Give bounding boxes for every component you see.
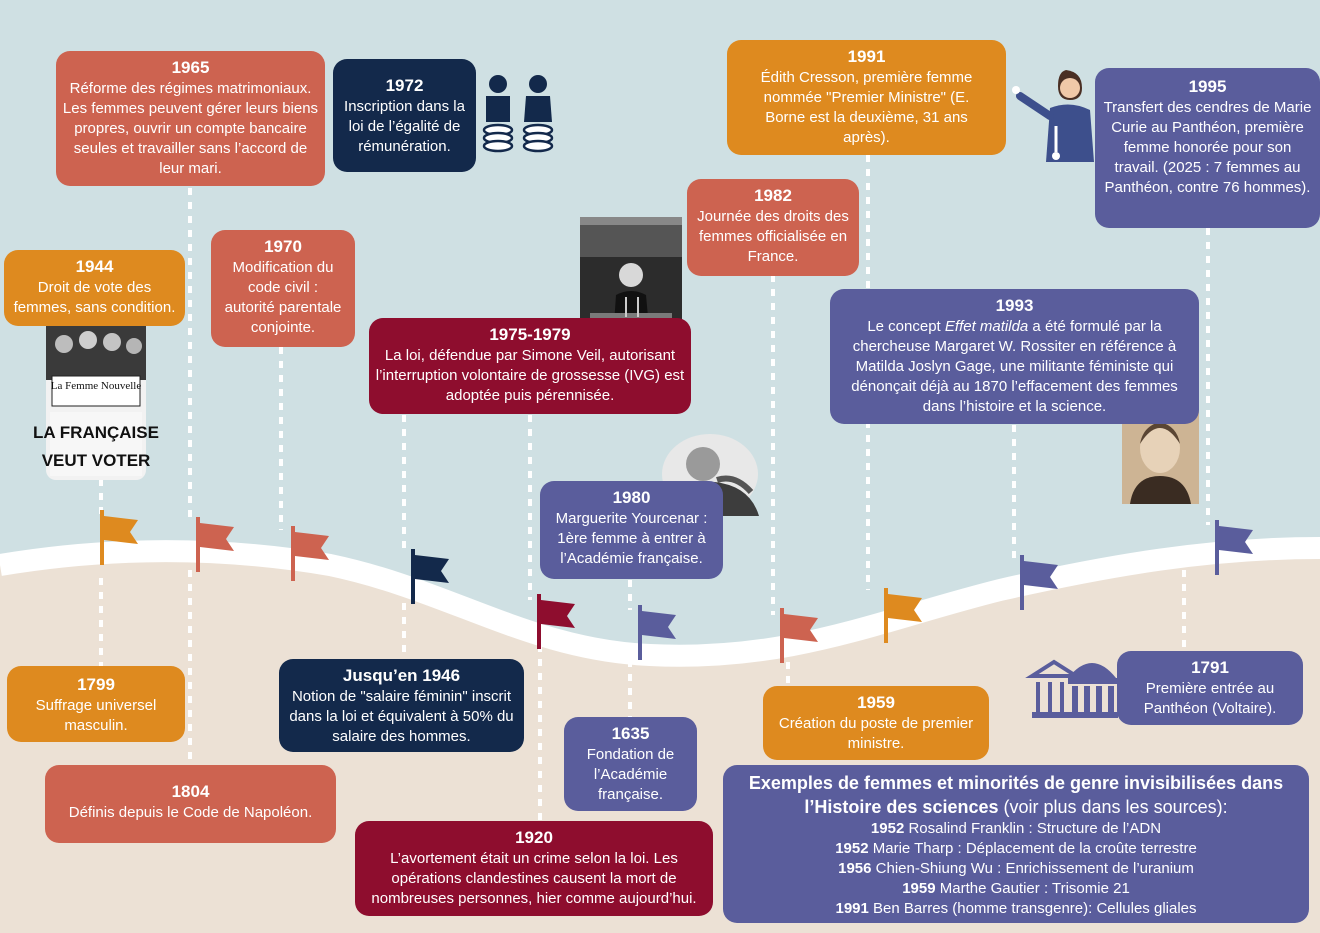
event-year: 1970 [264,237,302,256]
flag-icon [196,517,236,587]
event-card-1791 [1117,651,1303,725]
event-card-1980 [540,481,723,579]
poster-line1: La Femme Nouvelle [50,380,142,392]
event-year: 1944 [75,257,114,276]
flag-icon [411,549,451,619]
example-item: 1952 Rosalind Franklin : Structure de l’ADN [870,820,1162,837]
event-card-1804 [45,765,336,843]
event-text: Fondation de l’Académie française. [586,746,675,803]
event-text: Réforme des régimes matrimoniaux. Les femmes peuvent gérer leurs biens propres, ouvrir un compte bancaire seules et travailler sans l’accord de leur mari. [62,80,319,177]
event-card-1799 [7,666,185,742]
suffrage-poster-drawing [33,320,159,480]
pantheon-icon [1032,648,1118,718]
event-text: Journée des droits des femmes officialisée en France. [697,208,849,265]
flag-icon [1215,520,1255,590]
suffrage-poster-photo [33,320,159,480]
event-text: Droit de vote des femmes, sans condition. [13,279,176,316]
event-text: Première entrée au Panthéon (Voltaire). [1143,680,1277,717]
event-year: 1993 [995,296,1034,315]
event-year: 1959 [857,693,895,712]
event-year: 1635 [611,724,650,743]
event-card-1995 [1095,68,1320,228]
example-item: 1952 Marie Tharp : Déplacement de la croûte terrestre [835,840,1197,857]
event-year: 1982 [754,186,792,205]
event-card-1991 [727,40,1006,155]
event-card-1993 [830,289,1199,424]
event-text: Marguerite Yourcenar : 1ère femme à entrer à l’Académie française. [555,510,708,567]
event-year: 1991 [847,47,886,66]
event-card-1959 [763,686,989,760]
event-year: 1980 [612,488,651,507]
event-text: Modification du code civil : autorité parentale conjointe. [224,259,342,336]
event-text: La loi, défendue par Simone Veil, autorisant l’interruption volontaire de grossesse (IVG) est adoptée puis pérennisée. [375,347,685,404]
event-year: Jusqu’en 1946 [342,666,461,685]
event-card-1982 [687,179,859,276]
event-text: Notion de "salaire féminin" inscrit dans la loi et équivalent à 50% du salaire des hommes. [289,688,514,745]
event-card-1920 [355,821,713,916]
flag-icon [100,510,140,580]
event-year: 1791 [1191,658,1229,677]
event-text: Édith Cresson, première femme nommée "Premier Ministre" (E. Borne est la deuxième, 31 ans après). [760,69,973,146]
event-year: 1972 [385,76,424,95]
flag-icon [638,605,678,675]
example-item: 1956 Chien-Shiung Wu : Enrichissement de l’uranium [838,860,1194,877]
event-card-1965 [56,51,325,186]
event-year: 1965 [171,58,210,77]
event-year: 1920 [515,828,553,847]
event-card-1970 [211,230,355,347]
event-year: 1995 [1188,77,1227,96]
event-text: Définis depuis le Code de Napoléon. [68,804,313,821]
event-text: Transfert des cendres de Marie Curie au Panthéon, première femme honorée pour son travail. (2025 : 7 femmes au Panthéon, contre 76 hommes). [1103,99,1312,196]
event-card-1975-1979 [369,318,691,414]
equal-pay-icon [478,70,558,156]
event-card-jusqu-en-1946 [279,659,524,752]
effet-matilda-term: Effet matilda [944,318,1029,335]
event-text: Le concept Effet matilda a été formulé par la chercheuse Margaret W. Rossiter en référence à Matilda Joslyn Gage, une militante féministe qui dénonçait déjà au 1870 l’effacement des femmes dans l’histoire et la science. [851,318,1178,415]
invisibilized-scientists-box [723,765,1309,923]
event-text: Inscription dans la loi de l’égalité de rémunération. [344,98,465,155]
event-text: Création du poste de premier ministre. [778,715,974,752]
event-text: L’avortement était un crime selon la loi. Les opérations clandestines causent la mort de nombreuses personnes, hier comme aujourd’hui. [371,850,697,907]
flag-icon [1020,555,1060,625]
examples-title: Exemples de femmes et minorités de genre invisibilisées dans l’Histoire des sciences (voir plus dans les sources): [748,773,1284,817]
event-year: 1804 [171,782,210,801]
flag-icon [537,594,577,664]
scientist-illustration [1006,66,1102,162]
event-card-1635 [564,717,697,811]
flag-icon [291,526,331,596]
flag-icon [884,588,924,658]
poster-line3: VEUT VOTER [41,451,151,470]
event-card-1972 [333,59,476,172]
example-item: 1991 Ben Barres (homme transgenre): Cellules gliales [835,900,1197,917]
flag-icon [780,608,820,678]
poster-line2: LA FRANÇAISE [33,423,159,442]
example-item: 1959 Marthe Gautier : Trisomie 21 [902,880,1130,897]
event-text: Suffrage universel masculin. [35,697,157,734]
event-year: 1975-1979 [489,325,571,344]
event-year: 1799 [77,675,115,694]
event-card-1944 [4,250,185,326]
